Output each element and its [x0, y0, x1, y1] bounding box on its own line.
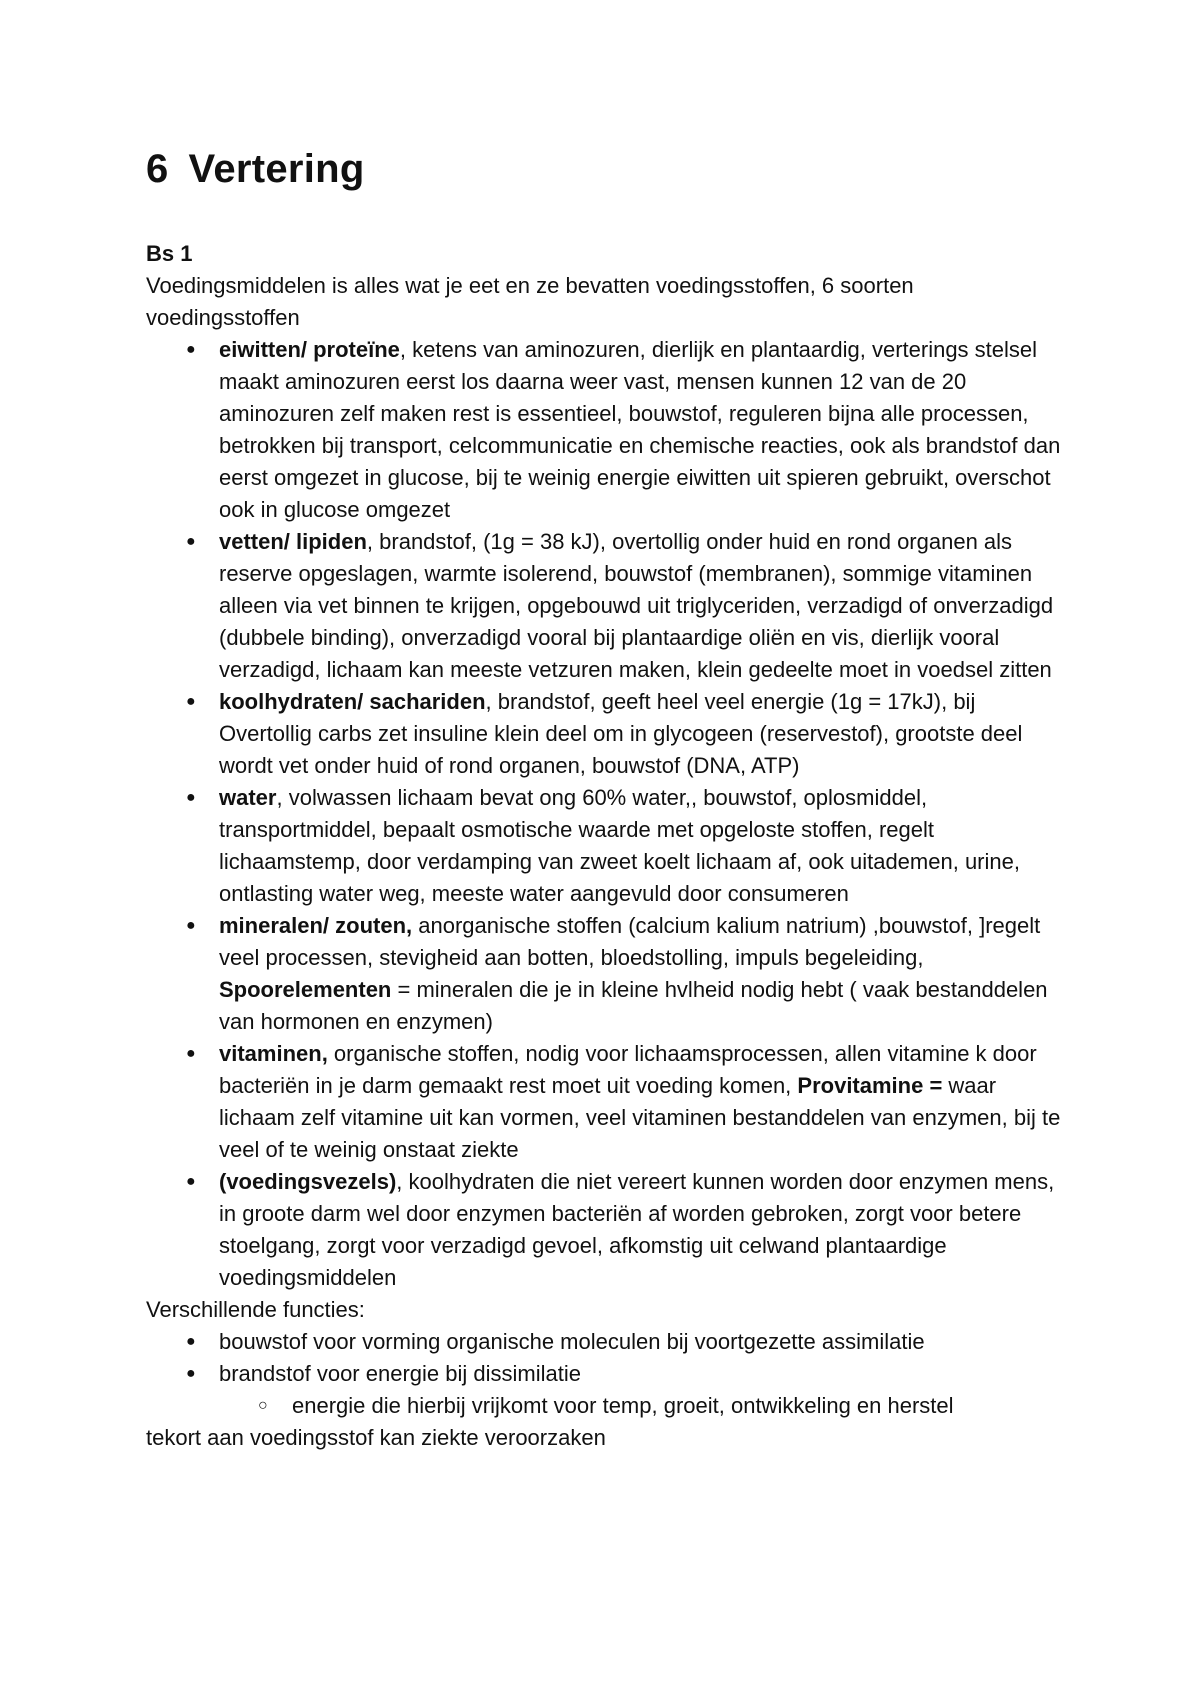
- item-text: , brandstof, geeft heel veel energie (1g = 17kJ), bij Overtollig carbs zet insuline klein deel om in glycogeen (reservestof), grootste deel wordt vet onder huid of rond organen, bouwstof (DNA, ATP): [219, 689, 1023, 778]
- item-term: (voedingsvezels): [219, 1169, 397, 1194]
- chapter-title: Vertering: [188, 147, 365, 191]
- bullet-icon: ●: [186, 917, 196, 934]
- chapter-number: 6: [146, 147, 169, 191]
- list-item: [146, 1326, 1072, 1358]
- bullet-icon: ●: [186, 1333, 196, 1350]
- item-text: anorganische stoffen (calcium kalium natrium) ,bouwstof, ]regelt veel processen, stevigheid aan botten, bloedstolling, impuls begeleiding,: [219, 913, 1041, 970]
- item-term-secondary: Spoorelementen: [219, 977, 392, 1002]
- item-term: water: [219, 785, 277, 810]
- hollow-bullet-icon: ○: [258, 1397, 268, 1414]
- item-text: , brandstof, (1g = 38 kJ), overtollig onder huid en rond organen als reserve opgeslagen, warmte isolerend, bouwstof (membranen), sommige vitaminen alleen via vet binnen te krijgen, opgebouwd uit triglyceriden, verzadigd of onverzadigd (dubbele binding), onverzadigd vooral bij plantaardige oliën en vis, dierlijk vooral verzadigd, lichaam kan meeste vetzuren maken, klein gedeelte moet in voedsel zitten: [219, 529, 1054, 682]
- item-text: , volwassen lichaam bevat ong 60% water,, bouwstof, oplosmiddel, transportmiddel, bepaalt osmotische waarde met opgeloste stoffen, regelt lichaamstemp, door verdamping van zweet koelt lichaam af, ook uitademen, urine, ontlasting water weg, meeste water aangevuld door consumeren: [219, 785, 1020, 906]
- item-term: vetten/ lipiden: [219, 529, 367, 554]
- functions-list: [146, 1326, 1076, 1390]
- item-term: vitaminen,: [219, 1041, 328, 1066]
- section-title: Bs 1: [146, 241, 193, 266]
- bullet-icon: ●: [186, 341, 196, 358]
- list-item: [146, 1358, 1072, 1390]
- bullet-icon: ●: [186, 533, 196, 550]
- item-text: energie die hierbij vrijkomt voor temp, groeit, ontwikkeling en herstel: [292, 1393, 954, 1418]
- list-item: [146, 910, 1072, 1038]
- list-item: [146, 686, 1072, 782]
- section-intro: Voedingsmiddelen is alles wat je eet en ze bevatten voedingsstoffen, 6 soorten voedingsstoffen: [146, 273, 914, 330]
- item-term: koolhydraten/ sachariden: [219, 689, 486, 714]
- item-text-secondary: = mineralen die je in kleine hvlheid nodig hebt ( vaak bestanddelen van hormonen en enzymen): [219, 977, 1048, 1034]
- functions-sublist: [146, 1390, 1076, 1422]
- bullet-icon: ●: [186, 1173, 196, 1190]
- list-item: [146, 334, 1072, 526]
- list-item: [146, 782, 1072, 910]
- bullet-icon: ●: [186, 1365, 196, 1382]
- item-text: , koolhydraten die niet vereert kunnen worden door enzymen mens, in groote darm wel door enzymen bacteriën af worden gebroken, zorgt voor betere stoelgang, zorgt voor verzadigd gevoel, afkomstig uit celwand plantaardige voedingsmiddelen: [219, 1169, 1055, 1290]
- bullet-icon: ●: [186, 1045, 196, 1062]
- item-term: mineralen/ zouten,: [219, 913, 413, 938]
- list-item: [146, 1390, 1076, 1422]
- page-title: [146, 140, 1076, 198]
- document-page: [146, 140, 1076, 1454]
- item-text: , ketens van aminozuren, dierlijk en plantaardig, verterings stelsel maakt aminozuren eerst los daarna weer vast, mensen kunnen 12 van de 20 aminozuren zelf maken rest is essentieel, bouwstof, reguleren bijna alle processen, betrokken bij transport, celcommunicatie en chemische reacties, ook als brandstof dan eerst omgezet in glucose, bij te weinig energie eiwitten uit spieren gebruikt, overschot ook in glucose omgezet: [219, 337, 1061, 522]
- item-text: bouwstof voor vorming organische moleculen bij voortgezette assimilatie: [219, 1329, 925, 1354]
- functions-title: Verschillende functies:: [146, 1297, 365, 1322]
- closing-text: tekort aan voedingsstof kan ziekte veroorzaken: [146, 1425, 606, 1450]
- bullet-icon: ●: [186, 789, 196, 806]
- list-item: [146, 1166, 1072, 1294]
- list-item: [146, 526, 1072, 686]
- item-term-secondary: Provitamine =: [797, 1073, 943, 1098]
- nutrient-list: [146, 334, 1076, 1294]
- item-text: brandstof voor energie bij dissimilatie: [219, 1361, 581, 1386]
- item-text: organische stoffen, nodig voor lichaamsprocessen, allen vitamine k door bacteriën in je darm gemaakt rest moet uit voeding komen,: [219, 1041, 1037, 1098]
- item-term: eiwitten/ proteïne: [219, 337, 400, 362]
- item-text-secondary: waar lichaam zelf vitamine uit kan vormen, veel vitaminen bestanddelen van enzymen, bij te veel of te weinig onstaat ziekte: [219, 1073, 1061, 1162]
- bullet-icon: ●: [186, 693, 196, 710]
- list-item: [146, 1038, 1072, 1166]
